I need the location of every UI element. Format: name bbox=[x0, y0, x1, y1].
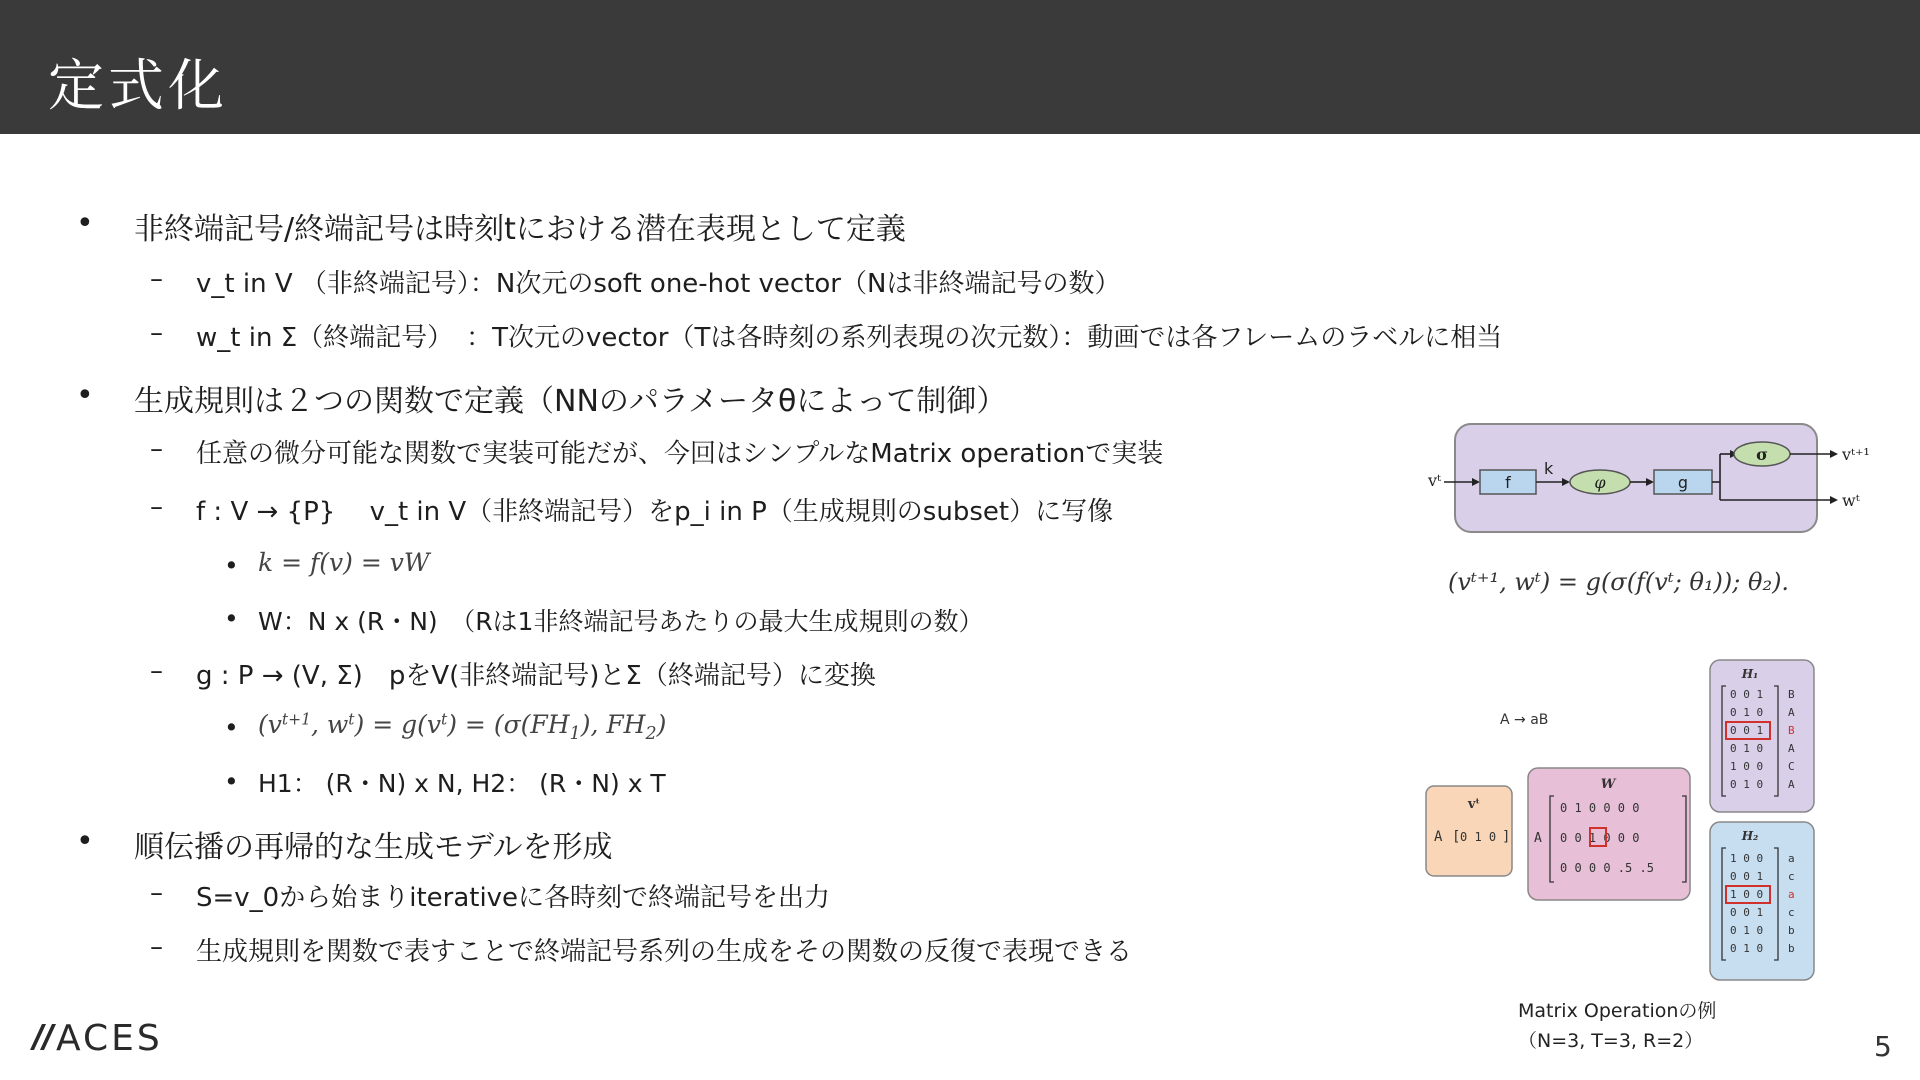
bullet-2-2-2: W：N x (R・N) （Rは1非終端記号あたりの最大生成規則の数） bbox=[258, 607, 984, 636]
slide-header bbox=[0, 0, 1920, 134]
bullet-dot: • bbox=[224, 767, 239, 796]
vt-title: vᵗ bbox=[1467, 797, 1481, 812]
g-label: g bbox=[1677, 473, 1689, 492]
bullet-dash: – bbox=[150, 656, 163, 686]
h2-row: 0 1 0 bbox=[1730, 924, 1764, 937]
bullet-2-3-1: ($v^{t+1}$, $w^t) = g(v^t) = (\sigma(FH_1)$, $FH_2$) bbox=[258, 710, 667, 744]
bullet-2-3-2: H1： (R・N) x N, H2： (R・N) x T bbox=[258, 769, 666, 798]
w-row: 0 0 0 0 .5 .5 bbox=[1560, 861, 1654, 875]
bullet-1: 非終端記号/終端記号は時刻tにおける潜在表現として定義 bbox=[134, 212, 906, 247]
vt-row: 0 1 0 bbox=[1460, 830, 1497, 844]
h1-label: A bbox=[1788, 742, 1795, 755]
vt-row-label: A bbox=[1434, 829, 1443, 845]
bullet-2-3: g : P → (V, Σ) pをV(非終端記号)とΣ（終端記号）に変換 bbox=[196, 661, 876, 691]
svg-text:]: ] bbox=[1502, 829, 1511, 845]
bullet-dash: – bbox=[150, 264, 163, 294]
h1-row: 0 1 0 bbox=[1730, 706, 1764, 719]
figure-caption bbox=[1518, 996, 1716, 1056]
diagram-formula: (vᵗ⁺¹, wᵗ) = g(σ(f(vᵗ; θ₁)); θ₂). bbox=[1448, 568, 1790, 596]
bullet-3: 順伝播の再帰的な生成モデルを形成 bbox=[134, 830, 613, 865]
page-number: 5 bbox=[1874, 1030, 1892, 1063]
w-row-label: A bbox=[1534, 831, 1542, 846]
svg-text:[: [ bbox=[1452, 829, 1461, 845]
bullet-dash: – bbox=[150, 434, 163, 464]
h1-title: H₁ bbox=[1741, 667, 1759, 681]
bullet-dot: • bbox=[224, 604, 239, 633]
bullet-2: 生成規則は２つの関数で定義（NNのパラメータθによって制御） bbox=[134, 384, 1007, 419]
diagram-input-label: vᵗ bbox=[1428, 471, 1441, 490]
w-row: 0 0 1 0 0 0 bbox=[1560, 831, 1640, 845]
h2-row: 1 0 0 bbox=[1730, 888, 1764, 901]
h1-row: 0 1 0 bbox=[1730, 742, 1764, 755]
bullet-3-1: S=v_0から始まりiterativeに各時刻で終端記号を出力 bbox=[196, 883, 831, 913]
caption-line-2: （N=3, T=3, R=2） bbox=[1518, 1030, 1704, 1052]
h1-row: 0 1 0 bbox=[1730, 778, 1764, 791]
h2-row: 1 0 0 bbox=[1730, 852, 1764, 865]
rule-label: A → aB bbox=[1500, 712, 1549, 728]
slide-title: 定式化 bbox=[48, 54, 228, 119]
bullet-dash: – bbox=[150, 492, 163, 522]
bullet-1-2: w_t in Σ（終端記号） ：T次元のvector（Tは各時刻の系列表現の次元数）：動画では各フレームのラベルに相当 bbox=[196, 323, 1503, 353]
bullet-dash: – bbox=[150, 932, 163, 962]
h2-label: c bbox=[1788, 906, 1795, 919]
generation-diagram bbox=[1410, 410, 1880, 630]
h2-label: a bbox=[1788, 852, 1795, 865]
bullet-dot: • bbox=[76, 206, 94, 241]
bullet-dot: • bbox=[76, 378, 94, 413]
bullet-2-2: f : V → {P} v_t in V（非終端記号）をp_i in P（生成規則のsubset）に写像 bbox=[196, 497, 1114, 527]
bullet-2-1: 任意の微分可能な関数で実装可能だが、今回はシンプルなMatrix operationで実装 bbox=[196, 439, 1164, 469]
h2-label: c bbox=[1788, 870, 1795, 883]
h2-row: 0 1 0 bbox=[1730, 942, 1764, 955]
bullet-dash: – bbox=[150, 318, 163, 348]
h1-label: A bbox=[1788, 706, 1795, 719]
h1-label: C bbox=[1788, 760, 1795, 773]
bullet-dot: • bbox=[224, 551, 239, 580]
bullet-dash: – bbox=[150, 878, 163, 908]
h2-row: 0 0 1 bbox=[1730, 870, 1764, 883]
bullet-3-2: 生成規則を関数で表すことで終端記号系列の生成をその関数の反復で表現できる bbox=[196, 937, 1133, 967]
diagram-output-v: vᵗ⁺¹ bbox=[1842, 445, 1870, 464]
h2-label: a bbox=[1788, 888, 1795, 901]
k-label: k bbox=[1544, 459, 1554, 478]
bullet-1-1: v_t in V （非終端記号）：N次元のsoft one-hot vector（Nは非終端記号の数） bbox=[196, 269, 1121, 299]
h2-label: b bbox=[1788, 924, 1795, 937]
w-title: W bbox=[1600, 777, 1616, 792]
h1-label: A bbox=[1788, 778, 1795, 791]
diagram-output-w: wᵗ bbox=[1842, 491, 1860, 510]
h1-label: B bbox=[1788, 724, 1795, 737]
bullet-dot: • bbox=[224, 713, 239, 742]
h1-row: 0 0 1 bbox=[1730, 724, 1764, 737]
h2-row: 0 0 1 bbox=[1730, 906, 1764, 919]
h1-row: 1 0 0 bbox=[1730, 760, 1764, 773]
aces-logo bbox=[16, 1016, 176, 1060]
bullet-2-2-1: k = f(v) = vW bbox=[258, 548, 430, 577]
h2-title: H₂ bbox=[1741, 829, 1759, 843]
bullet-dot: • bbox=[76, 824, 94, 859]
matrix-operation-example bbox=[1420, 656, 1820, 986]
f-label: f bbox=[1505, 473, 1511, 492]
h1-label: B bbox=[1788, 688, 1795, 701]
sigma-label: σ bbox=[1756, 445, 1768, 464]
h1-row: 0 0 1 bbox=[1730, 688, 1764, 701]
w-row: 0 1 0 0 0 0 bbox=[1560, 801, 1640, 815]
h2-label: b bbox=[1788, 942, 1795, 955]
logo-text: ACES bbox=[56, 1018, 163, 1059]
phi-label: φ bbox=[1594, 473, 1606, 492]
caption-line-1: Matrix Operationの例 bbox=[1518, 1000, 1717, 1022]
